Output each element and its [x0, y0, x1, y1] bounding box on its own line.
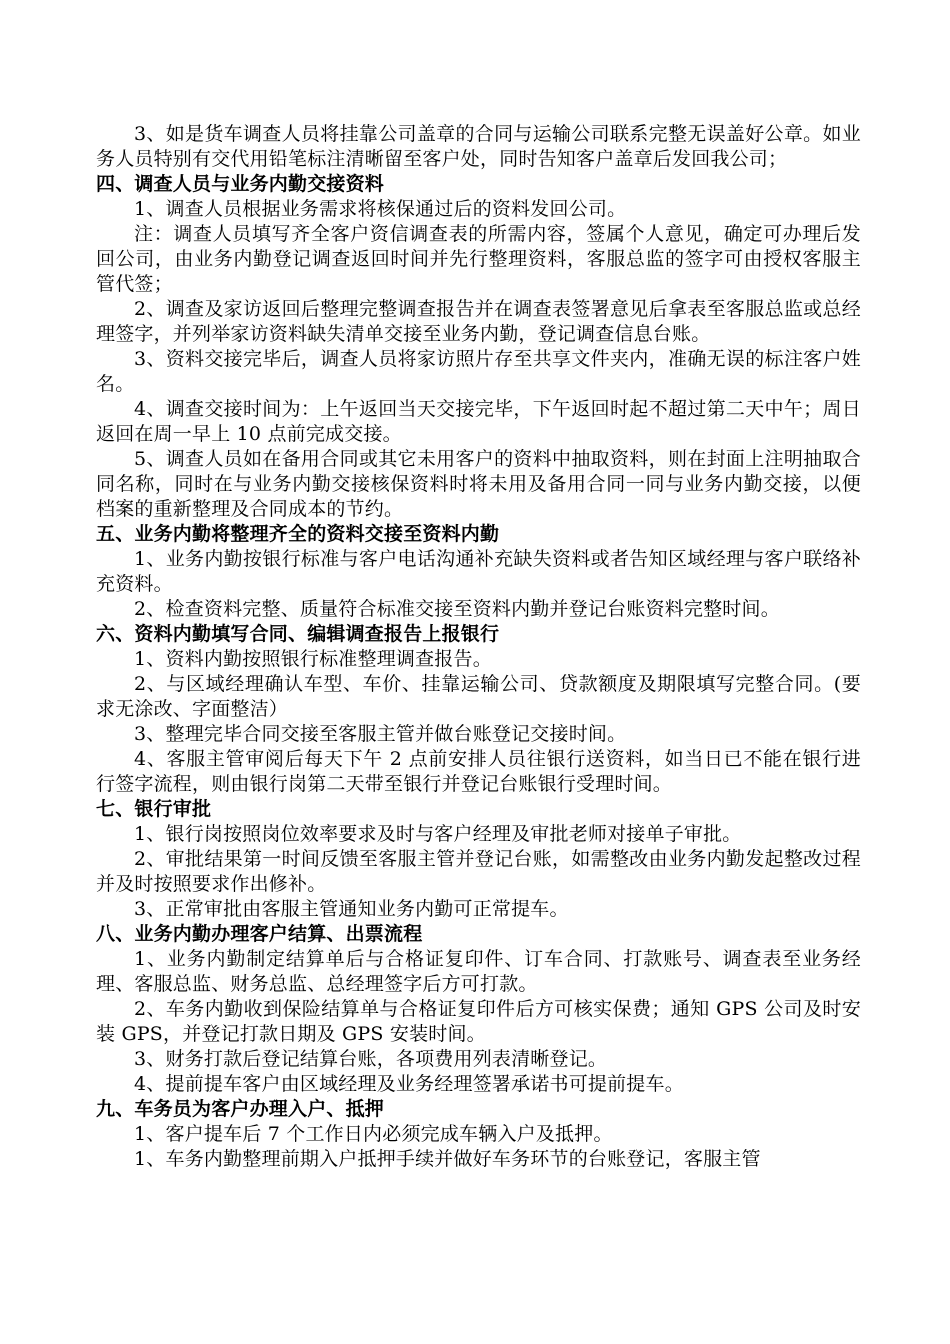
paragraph: 1、客户提车后 7 个工作日内必须完成车辆入户及抵押。 [134, 1123, 613, 1145]
paragraph: 1、业务内勤按银行标准与客户电话沟通补充缺失资料或者告知区域经理与客户联络补充资料。 [96, 548, 861, 595]
paragraph: 1、车务内勤整理前期入户抵押手续并做好车务环节的台账登记，客服主管 [134, 1148, 761, 1170]
paragraph: 4、提前提车客户由区域经理及业务经理签署承诺书可提前提车。 [134, 1073, 684, 1095]
paragraph: 3、如是货车调查人员将挂靠公司盖章的合同与运输公司联系完整无误盖好公章。如业务人员特别有交代用铅笔标注清晰留至客户处，同时告知客户盖章后发回我公司； [96, 123, 861, 170]
paragraph: 3、整理完毕合同交接至客服主管并做台账登记交接时间。 [134, 723, 627, 745]
paragraph: 3、财务打款后登记结算台账，各项费用列表清晰登记。 [134, 1048, 608, 1070]
paragraph: 2、审批结果第一时间反馈至客服主管并登记台账，如需整改由业务内勤发起整改过程并及时按照要求作出修补。 [96, 848, 861, 895]
section-heading: 九、车务员为客户办理入户、抵押 [96, 1098, 385, 1120]
paragraph: 4、调查交接时间为：上午返回当天交接完毕，下午返回时起不超过第二天中午；周日返回在周一早上 10 点前完成交接。 [96, 398, 861, 445]
section-heading: 四、调查人员与业务内勤交接资料 [96, 173, 385, 195]
paragraph: 5、调查人员如在备用合同或其它未用客户的资料中抽取资料，则在封面上注明抽取合同名称，同时在与业务内勤交接核保资料时将未用及备用合同一同与业务内勤交接，以便档案的重新整理及合同成本的节约。 [96, 448, 861, 520]
paragraph: 1、调查人员根据业务需求将核保通过后的资料发回公司。 [134, 198, 627, 220]
section-heading: 七、银行审批 [96, 798, 212, 820]
document-body [96, 122, 861, 1172]
paragraph: 2、车务内勤收到保险结算单与合格证复印件后方可核实保费；通知 GPS 公司及时安装 GPS，并登记打款日期及 GPS 安装时间。 [96, 998, 861, 1045]
paragraph: 2、检查资料完整、质量符合标准交接至资料内勤并登记台账资料完整时间。 [134, 598, 780, 620]
paragraph: 1、资料内勤按照银行标准整理调查报告。 [134, 648, 492, 670]
paragraph: 3、正常审批由客服主管通知业务内勤可正常提车。 [134, 898, 569, 920]
section-heading: 五、业务内勤将整理齐全的资料交接至资料内勤 [96, 523, 500, 545]
paragraph: 注：调查人员填写齐全客户资信调查表的所需内容，签属个人意见，确定可办理后发回公司，由业务内勤登记调查返回时间并先行整理资料，客服总监的签字可由授权客服主管代签； [96, 223, 861, 295]
section-heading: 八、业务内勤办理客户结算、出票流程 [96, 923, 423, 945]
section-heading: 六、资料内勤填写合同、编辑调查报告上报银行 [96, 623, 500, 645]
paragraph: 4、客服主管审阅后每天下午 2 点前安排人员往银行送资料，如当日已不能在银行进行签字流程，则由银行岗第二天带至银行并登记台账银行受理时间。 [96, 748, 861, 795]
paragraph: 3、资料交接完毕后，调查人员将家访照片存至共享文件夹内，准确无误的标注客户姓名。 [96, 348, 861, 395]
paragraph: 2、调查及家访返回后整理完整调查报告并在调查表签署意见后拿表至客服总监或总经理签字，并列举家访资料缺失清单交接至业务内勤，登记调查信息台账。 [96, 298, 861, 345]
paragraph: 1、业务内勤制定结算单后与合格证复印件、订车合同、打款账号、调查表至业务经理、客服总监、财务总监、总经理签字后方可打款。 [96, 948, 861, 995]
paragraph: 1、银行岗按照岗位效率要求及时与客户经理及审批老师对接单子审批。 [134, 823, 742, 845]
paragraph: 2、与区域经理确认车型、车价、挂靠运输公司、贷款额度及期限填写完整合同。(要求无涂改、字面整洁） [96, 673, 861, 720]
